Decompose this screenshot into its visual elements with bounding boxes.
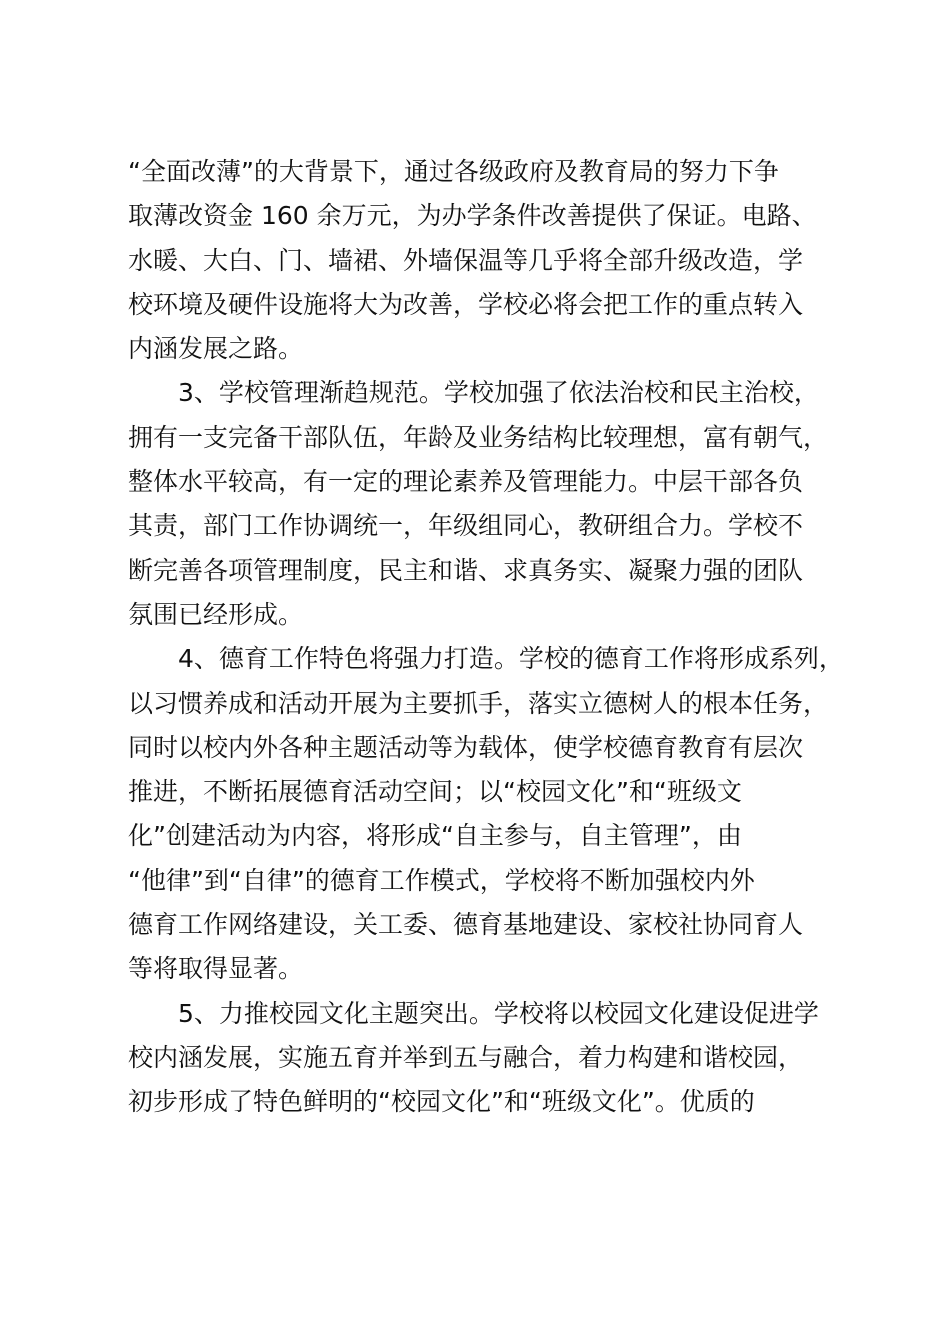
text-line: 等将取得显著。 (128, 954, 304, 984)
text-line: 水暖、大白、门、墙裙、外墙保温等几乎将全部升级改造，学 (128, 245, 804, 275)
text-line: 同时以校内外各种主题活动等为载体，使学校德育教育有层次 (128, 732, 804, 762)
text-line: 拥有一支完备干部队伍，年龄及业务结构比较理想，富有朝气， (128, 422, 829, 452)
text-line: 氛围已经形成。 (128, 599, 304, 629)
paragraph-heading-line: 3、学校管理渐趋规范。学校加强了依法治校和民主治校， (178, 378, 819, 408)
text-line: 推进，不断拓展德育活动空间；以“校园文化”和“班级文 (128, 777, 742, 807)
paragraph-heading-line: 5、力推校园文化主题突出。学校将以校园文化建设促进学 (178, 998, 819, 1028)
text-line: 以习惯养成和活动开展为主要抓手，落实立德树人的根本任务， (128, 688, 829, 718)
text-line: “他律”到“自律”的德育工作模式，学校将不断加强校内外 (128, 865, 755, 895)
text-line: 取薄改资金 160 余万元，为办学条件改善提供了保证。电路、 (128, 201, 817, 231)
text-line: “全面改薄”的大背景下，通过各级政府及教育局的努力下争 (128, 157, 779, 186)
text-line: 整体水平较高，有一定的理论素养及管理能力。中层干部各负 (128, 467, 804, 497)
text-line: 其责，部门工作协调统一，年级组同心，教研组合力。学校不 (128, 511, 804, 541)
text-line: 德育工作网络建设，关工委、德育基地建设、家校社协同育人 (128, 910, 804, 940)
body-text (128, 150, 868, 1125)
text-line: 化”创建活动为内容，将形成“自主参与，自主管理”，由 (128, 821, 742, 851)
text-line: 校内涵发展，实施五育并举到五与融合，着力构建和谐校园， (128, 1042, 804, 1072)
paragraph-heading-line: 4、德育工作特色将强力打造。学校的德育工作将形成系列， (178, 644, 844, 674)
text-line: 校环境及硬件设施将大为改善，学校必将会把工作的重点转入 (128, 289, 804, 319)
text-line: 内涵发展之路。 (128, 334, 304, 364)
text-line: 断完善各项管理制度，民主和谐、求真务实、凝聚力强的团队 (128, 555, 804, 585)
text-line: 初步形成了特色鲜明的“校园文化”和“班级文化”。优质的 (128, 1087, 755, 1117)
